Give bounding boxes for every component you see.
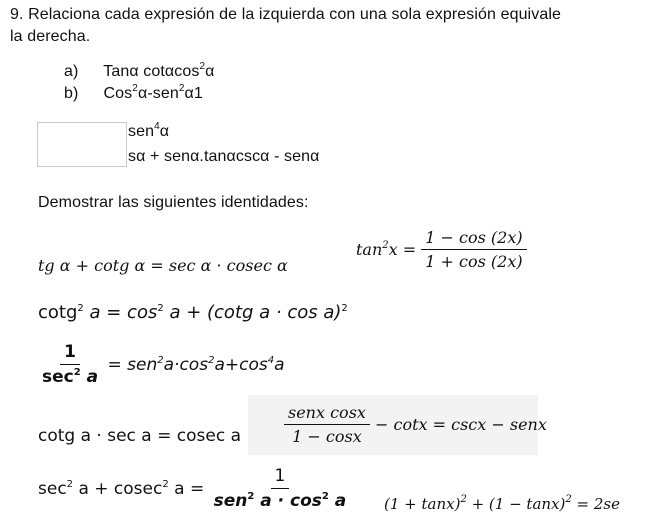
identity-2-fraction [421,228,526,271]
item-a-label: a) [64,63,79,80]
identity-7 [38,466,350,511]
item-b-exp-2: 2 [178,83,185,94]
identity-3-cotg: cotg [38,302,78,323]
exercise-heading: 9. Relaciona cada expresión de la izquierda con una sola expresión equivale [10,6,561,23]
item-b [64,85,203,103]
item-b-label: b) [64,85,79,102]
identity-3 [38,302,348,323]
identity-6-rhs: − cotx = cscx − senx [375,415,547,434]
identity-2-numerator: 1 − cos (2x) [421,228,526,250]
identity-2 [356,228,527,271]
identity-4-rhs-c: a+cos [214,354,268,375]
identity-2-exp: 2 [382,240,389,251]
identity-4-numerator: 1 [60,342,80,365]
identity-7-equals: a = [168,478,205,499]
right-expression-1-text: sen [128,123,155,140]
identity-7-exp-2: 2 [162,478,169,490]
identity-7-denominator [210,489,351,511]
identity-6-fraction [284,403,370,446]
identity-4-den-exp: 2 [73,367,81,378]
identity-4-rhs-b: a·cos [163,354,209,375]
item-a-text: Tanα cotαcos [103,63,200,80]
identity-7-numerator: 1 [271,466,290,489]
identity-4 [38,342,285,387]
identity-2-var: x = [388,240,417,259]
item-b-term-3: α1 [184,85,203,102]
item-b-term-1: Cos [103,85,133,102]
identity-4-den-sec: sec [42,367,74,387]
item-a [64,63,214,81]
answer-box[interactable] [37,122,127,167]
identity-3-tail: a + (cotg a · cos a) [163,302,342,323]
identity-2-tan: tan [356,240,383,259]
right-expression-1 [128,123,169,141]
identity-1: tg α + cotg α = sec α · cosec α [38,256,288,275]
identity-7-cosec: a + cosec [73,478,163,499]
identity-6-numerator: senx cosx [284,403,370,425]
identity-7-den-exp-2: 2 [321,491,329,502]
identity-4-fraction [38,342,102,387]
identity-8 [384,495,620,513]
identity-8-a: (1 + tanx) [384,495,461,513]
identity-7-sec: sec [38,478,67,499]
identity-4-rhs-exp-c: 4 [267,354,275,366]
identity-8-c: = 2se [571,495,620,513]
identity-4-rhs-exp-a: 2 [157,354,164,366]
identity-7-den-sen: sen [213,491,248,511]
item-a-exponent: 2 [199,61,206,72]
identity-3-exp-3: 2 [341,303,348,314]
right-expression-2: sα + senα.tanαcscα - senα [128,148,320,165]
identity-7-den-tail: a [328,491,347,511]
identity-8-exp-1: 2 [460,494,467,505]
item-b-term-2: α-sen [137,85,179,102]
identity-7-den-exp-1: 2 [247,491,255,502]
identity-6 [284,403,547,446]
identity-4-rhs-d: a [274,354,285,375]
item-a-tail: α [205,63,215,80]
identity-6-denominator: 1 − cosx [292,427,362,446]
identity-3-exp-1: 2 [77,303,84,314]
identity-8-b: + (1 − tanx) [466,495,566,513]
identity-5: cotg a · sec a = cosec a [38,426,242,446]
exercise-heading-continued: la derecha. [10,28,91,45]
identity-7-exp-1: 2 [66,478,74,490]
identity-4-den-tail: a [80,367,99,387]
section-heading: Demostrar las siguientes identidades: [38,194,309,211]
identity-4-rhs-exp-b: 2 [208,354,215,366]
identity-7-den-cos: a · cos [254,491,322,511]
right-expression-1-exp: 4 [154,121,160,132]
identity-3-middle: a = cos [83,302,158,323]
right-expression-1-tail: α [159,123,170,140]
item-b-exp-1: 2 [132,83,138,94]
identity-3-exp-2: 2 [157,303,164,314]
identity-2-denominator: 1 + cos (2x) [425,252,523,271]
identity-7-fraction [210,466,351,511]
identity-8-exp-2: 2 [565,494,572,505]
identity-4-rhs-a: = sen [107,354,158,375]
identity-4-denominator [38,365,102,387]
